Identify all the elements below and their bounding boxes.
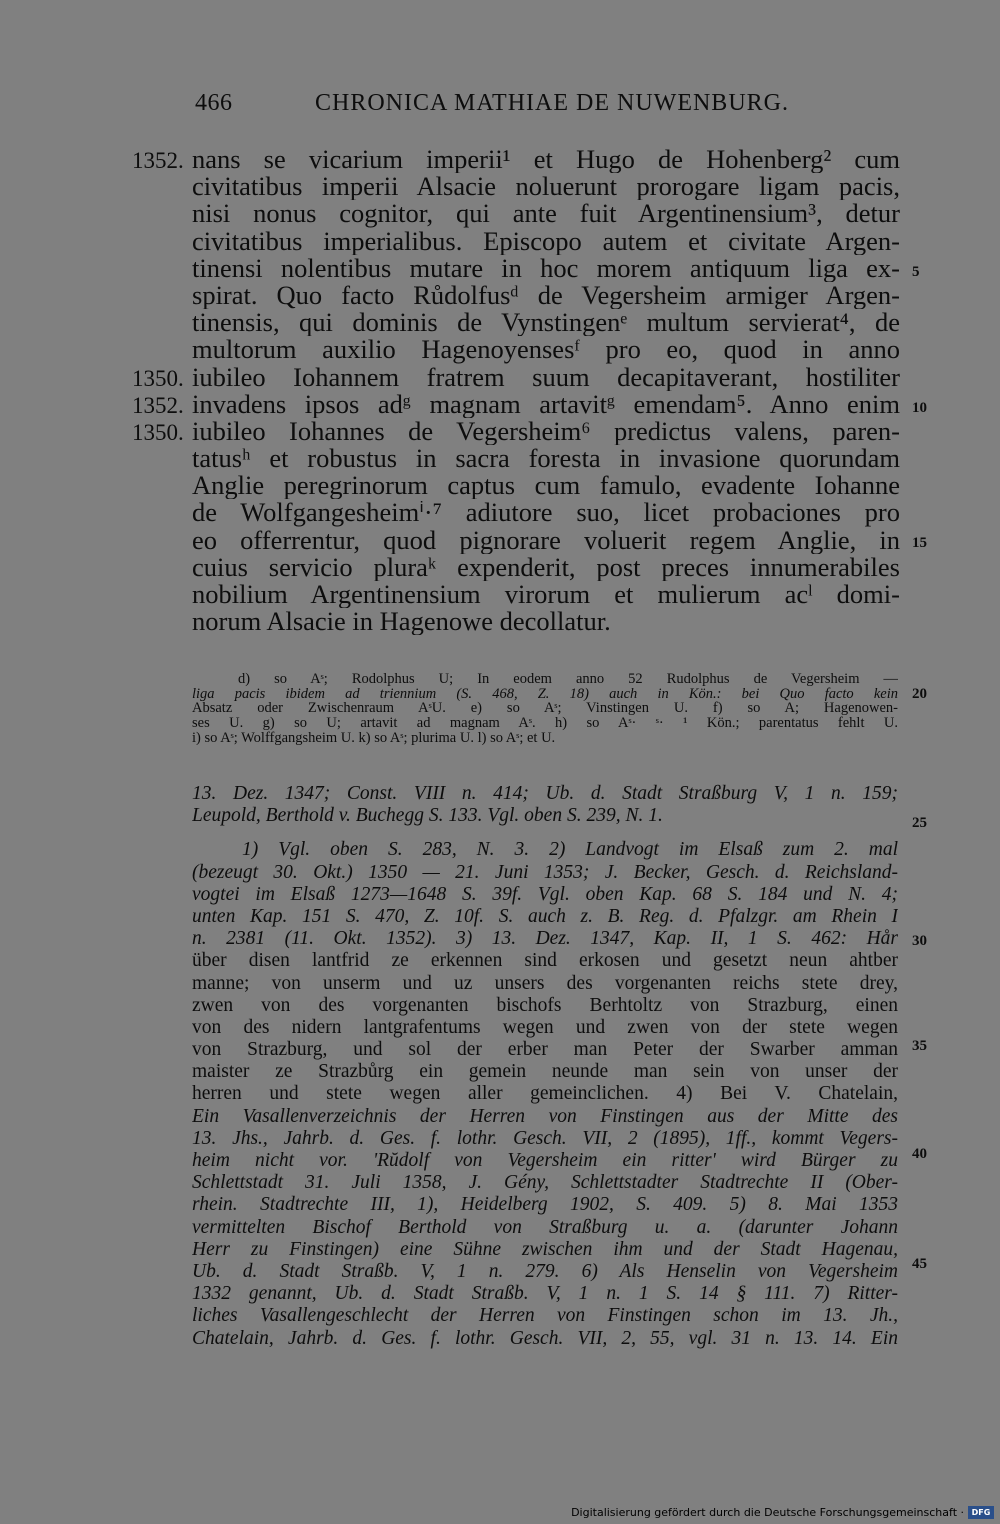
main-line: tinensi nolentibus mutare in hoc morem antiquum liga ex-	[192, 254, 900, 282]
note-line: 13. Dez. 1347; Const. VIII n. 414; Ub. d. Stadt Straßburg V, 1 n. 159;	[192, 783, 898, 804]
note-line: liches Vasallengeschlecht der Herren von Finstingen schon im 13. Jh.,	[192, 1305, 898, 1327]
main-line: nobilium Argentinensium virorum et mulierum acˡ domi-	[192, 581, 900, 609]
apparatus-line: d) so Aˢ; Rodolphus U; In eodem anno 52 Rudolphus de Vegersheim —	[238, 672, 898, 687]
funding-footer	[571, 1504, 994, 1520]
note-line: rhein. Stadtrechte III, 1), Heidelberg 1902, S. 409. 5) 8. Mai 1353	[192, 1194, 898, 1216]
note-line: von Strazburg, und sol der erber man Peter der Swarber amman	[192, 1039, 898, 1061]
line-number: 5	[912, 264, 920, 280]
note-line: Ein Vasallenverzeichnis der Herren von Finstingen aus der Mitte des	[192, 1105, 898, 1127]
apparatus-line: ses U. g) so U; artavit ad magnam Aˢ. h) so Aˢ· ˢ· ¹ Kön.; parentatus fehlt U.	[192, 716, 898, 731]
note-line: 1) Vgl. oben S. 283, N. 3. 2) Landvogt im Elsaß zum 2. mal	[242, 839, 898, 861]
note-line: über disen lantfrid ze erkennen sind erkosen und gesetzt neun ahtber	[192, 950, 898, 972]
note-line: herren und stete wegen aller gemeinclichen. 4) Bei V. Chatelain,	[192, 1083, 898, 1105]
note-line: Schlettstadt 31. Juli 1358, J. Gény, Schlettstadter Stadtrechte II (Ober-	[192, 1172, 898, 1194]
apparatus-line: liga pacis ibidem ad triennium (S. 468, Z. 18) auch in Kön.: bei Quo facto kein	[192, 686, 898, 702]
line-number: 20	[912, 686, 927, 702]
note-line: 1332 genannt, Ub. d. Stadt Straßb. V, 1 n. 1 S. 14 § 111. 7) Ritter-	[192, 1283, 898, 1305]
main-line: spirat. Quo facto Růdolfusᵈ de Vegersheim armiger Argen-	[192, 281, 900, 310]
main-line: cuius servicio pluraᵏ expenderit, post preces innumerabiles	[192, 553, 900, 581]
margin-year: 1350.	[132, 366, 184, 391]
margin-year: 1350.	[132, 420, 184, 445]
main-line: tinensis, qui dominis de Vynstingenᵉ multum servierat⁴, de	[192, 309, 900, 337]
footer-text: Digitalisierung gefördert durch die Deutsche Forschungsgemeinschaft ·	[571, 1505, 964, 1519]
note-line: Leupold, Berthold v. Buchegg S. 133. Vgl. oben S. 239, N. 1.	[192, 805, 663, 827]
note-line: Ub. d. Stadt Straßb. V, 1 n. 279. 6) Als Henselin von Vegersheim	[192, 1260, 898, 1282]
line-number: 40	[912, 1146, 927, 1162]
main-line: civitatibus imperii Alsacie noluerunt prorogare ligam pacis,	[192, 173, 900, 201]
main-line: tatusʰ et robustus in sacra foresta in invasione quorundam	[192, 445, 900, 473]
note-line: heim nicht vor. 'Rŭdolf von Vegersheim ein ritter' wird Bürger zu	[192, 1150, 898, 1171]
line-number: 30	[912, 933, 927, 949]
main-line: norum Alsacie in Hagenowe decollatur.	[192, 608, 611, 636]
main-text	[192, 146, 900, 635]
page-number: 466	[195, 90, 233, 116]
main-line: iubileo Iohannem fratrem suum decapitaverant, hostiliter	[192, 363, 900, 391]
apparatus-line: Absatz oder Zwischenraum AˢU. e) so Aˢ; Vinstingen U. f) so A; Hagenowen-	[192, 701, 898, 717]
main-line: civitatibus imperialibus. Episcopo autem et civitate Argen-	[192, 227, 900, 255]
main-line: Anglie peregrinorum captus cum famulo, evadente Iohanne	[192, 472, 900, 500]
main-line: eo offerrentur, quod pignorare voluerit regem Anglie, in	[192, 526, 900, 554]
note-line: 13. Jhs., Jahrb. d. Ges. f. lothr. Gesch. VII, 2 (1895), 1ff., kommt Vegers-	[192, 1127, 898, 1149]
note-line: n. 2381 (11. Okt. 1352). 3) 13. Dez. 1347, Kap. II, 1 S. 462: Hår	[192, 928, 898, 950]
main-line: nans se vicarium imperii¹ et Hugo de Hohenberg² cum	[192, 146, 900, 174]
note-line: manne; von unserm und uz unsers des vorgenanten reichs stete drey,	[192, 972, 898, 994]
running-title: CHRONICA MATHIAE DE NUWENBURG.	[315, 90, 789, 116]
line-number: 10	[912, 400, 927, 416]
note-line: (bezeugt 30. Okt.) 1350 — 21. Juni 1353; J. Becker, Gesch. d. Reichsland-	[192, 861, 898, 883]
main-line: de Wolfgangesheimⁱ·⁷ adiutore suo, licet probaciones pro	[192, 499, 900, 527]
note-line: zwen von des vorgenanten bischofs Berhtoltz von Strazburg, einen	[192, 994, 898, 1016]
note-line: von des nidern lantgrafentums wegen und zwen von der stete wegen	[192, 1016, 898, 1038]
main-line: nisi nonus cognitor, qui ante fuit Argentinensium³, detur	[192, 200, 900, 228]
apparatus-line: i) so Aˢ; Wolffgangsheim U. k) so Aˢ; plurima U. l) so Aˢ; et U.	[192, 730, 556, 746]
note-line: maister ze Strazbůrg ein gemein neunde man sein von unser der	[192, 1061, 898, 1083]
dfg-logo-icon: DFG	[968, 1506, 994, 1519]
main-line: multorum auxilio Hagenoyensesᶠ pro eo, quod in anno	[192, 336, 900, 364]
note-line: Herr zu Finstingen) eine Sühne zwischen ihm und der Stadt Hagenau,	[192, 1238, 898, 1260]
note-line: vermittelten Bischof Berthold von Straßburg u. a. (darunter Johann	[192, 1216, 898, 1238]
note-line: Chatelain, Jahrb. d. Ges. f. lothr. Gesch. VII, 2, 55, vgl. 31 n. 13. 14. Ein	[192, 1327, 898, 1349]
footnotes	[192, 783, 898, 1350]
critical-apparatus	[192, 672, 898, 745]
margin-year: 1352.	[132, 148, 184, 173]
line-number: 45	[912, 1256, 927, 1272]
main-line: iubileo Iohannes de Vegersheim⁶ predictus valens, paren-	[192, 417, 900, 446]
note-line: vogtei im Elsaß 1273—1648 S. 39f. Vgl. oben Kap. 68 S. 184 und N. 4;	[192, 883, 898, 905]
margin-year: 1352.	[132, 393, 184, 418]
running-header	[195, 90, 895, 124]
line-number: 35	[912, 1038, 927, 1054]
line-number: 25	[912, 815, 927, 831]
note-line: unten Kap. 151 S. 470, Z. 10f. S. auch z. B. Reg. d. Pfalzgr. am Rhein I	[192, 905, 898, 927]
line-number: 15	[912, 535, 927, 551]
main-line: invadens ipsos adᵍ magnam artavitᵍ emendam⁵. Anno enim	[192, 390, 900, 418]
